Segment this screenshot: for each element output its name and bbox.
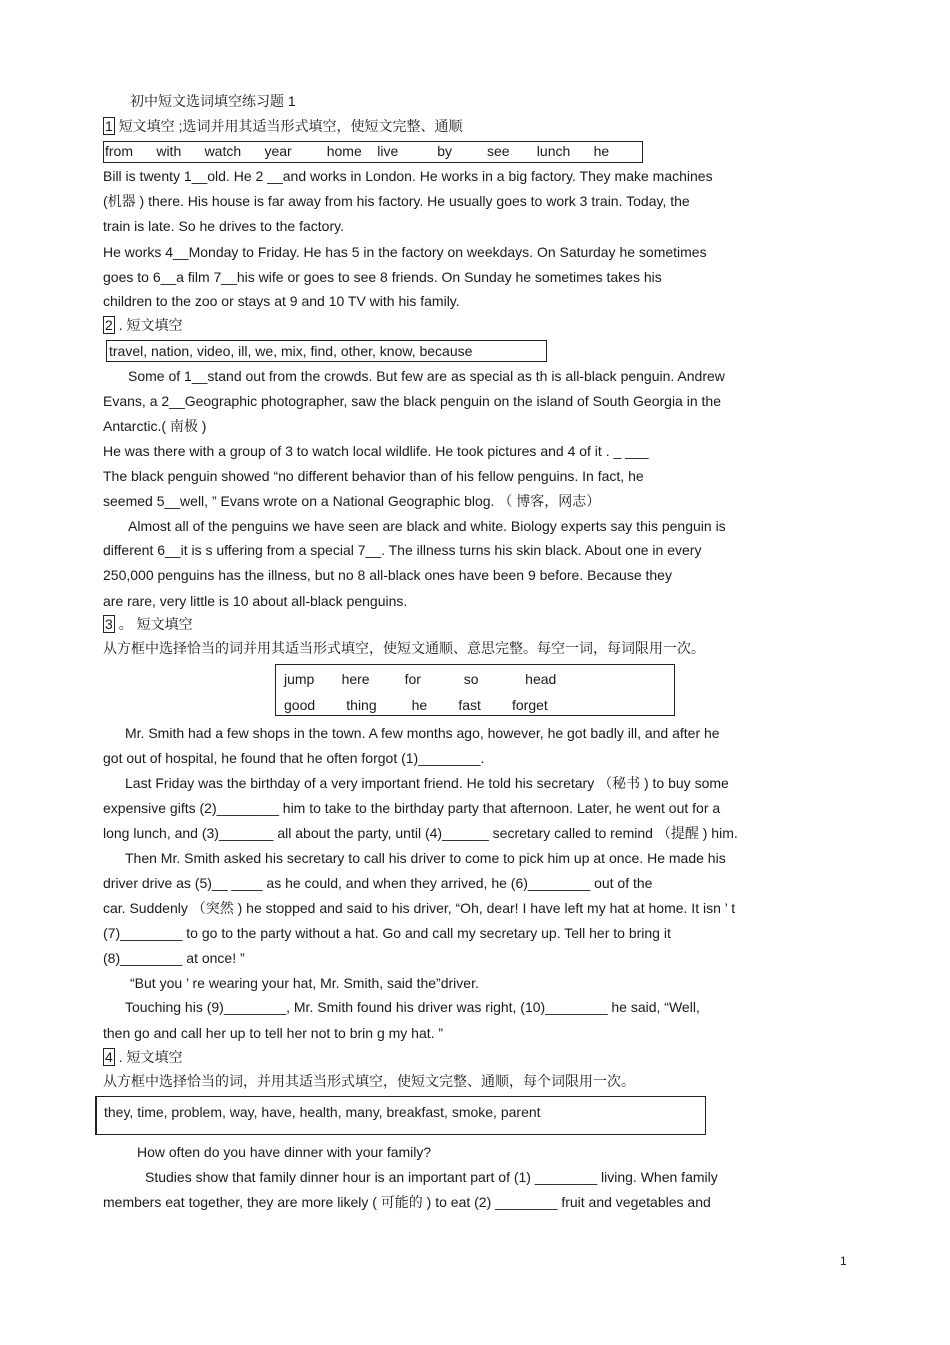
s2-line-10: are rare, very little is 10 about all-black penguins. xyxy=(103,593,408,609)
s1-line-5: goes to 6__a film 7__his wife or goes to see 8 friends. On Sunday he sometimes takes his xyxy=(103,269,662,285)
section-1-title: 短文填空 ;选词并用其适当形式填空，使短文完整、通顺 xyxy=(118,118,463,134)
section-3-heading xyxy=(103,615,193,633)
section-2-number: 2 xyxy=(105,317,113,333)
section-1-word-list: from with watch year home live by see lunch he xyxy=(105,143,610,159)
s3-line-5: long lunch, and (3)_______ all about the party, until (4)______ secretary called to remind （提醒 ) him. xyxy=(103,825,738,841)
page-title: 初中短文选词填空练习题 1 xyxy=(130,93,296,109)
section-4-title: . 短文填空 xyxy=(118,1049,183,1065)
s1-line-4: He works 4__Monday to Friday. He has 5 in the factory on weekdays. On Saturday he sometimes xyxy=(103,244,707,260)
s4-line-3: members eat together, they are more likely ( 可能的 ) to eat (2) ________ fruit and vegetables and xyxy=(103,1194,711,1210)
s2-line-2: Evans, a 2__Geographic photographer, saw the black penguin on the island of South Georgia in the xyxy=(103,393,721,409)
s4-line-1: How often do you have dinner with your family? xyxy=(137,1144,432,1160)
s2-line-1: Some of 1__stand out from the crowds. But few are as special as th is all-black penguin. Andrew xyxy=(128,368,725,384)
section-3-words-row-2: good thing he fast forget xyxy=(284,697,548,713)
s1-line-2: (机器 ) there. His house is far away from his factory. He usually goes to work 3 train. Today, the xyxy=(103,193,690,209)
s2-line-4: He was there with a group of 3 to watch local wildlife. He took pictures and 4 of it . _ ___ xyxy=(103,443,649,459)
s1-line-1: Bill is twenty 1__old. He 2 __and works in London. He works in a big factory. They make machines xyxy=(103,168,713,184)
s3-line-8: car. Suddenly （突然 ) he stopped and said to his driver, “Oh, dear! I have left my hat at home. It isn ’ t xyxy=(103,900,736,916)
s3-line-9: (7)________ to go to the party without a hat. Go and call my secretary up. Tell her to bring it xyxy=(103,925,671,941)
s3-line-10: (8)________ at once! ” xyxy=(103,950,245,966)
s2-line-3: Antarctic.( 南极 ) xyxy=(103,418,207,434)
s1-line-6: children to the zoo or stays at 9 and 10 TV with his family. xyxy=(103,293,460,309)
section-3-number: 3 xyxy=(105,616,113,632)
section-4-word-list: they, time, problem, way, have, health, many, breakfast, smoke, parent xyxy=(104,1104,541,1120)
s2-line-7: Almost all of the penguins we have seen are black and white. Biology experts say this penguin is xyxy=(128,518,726,534)
s2-line-9: 250,000 penguins has the illness, but no 8 all-black ones have been 9 before. Because they xyxy=(103,567,672,583)
section-4-instructions: 从方框中选择恰当的词，并用其适当形式填空，使短文完整、通顺，每个词限用一次。 xyxy=(103,1073,635,1089)
section-2-title: . 短文填空 xyxy=(118,317,183,333)
s3-line-3: Last Friday was the birthday of a very important friend. He told his secretary （秘书 ) to buy some xyxy=(125,775,729,791)
section-3-words-row-1: jump here for so head xyxy=(284,671,557,687)
s3-line-6: Then Mr. Smith asked his secretary to call his driver to come to pick him up at once. He made his xyxy=(125,850,726,866)
s3-line-7: driver drive as (5)__ ____ as he could, and when they arrived, he (6)________ out of the xyxy=(103,875,653,891)
s3-line-12: Touching his (9)________, Mr. Smith found his driver was right, (10)________ he said, “Well, xyxy=(125,999,700,1015)
s2-line-6: seemed 5__well, ” Evans wrote on a National Geographic blog. （ 博客，网志） xyxy=(103,493,601,509)
s3-line-2: got out of hospital, he found that he often forgot (1)________. xyxy=(103,750,485,766)
page-number: 1 xyxy=(840,1254,847,1268)
section-3-instructions: 从方框中选择恰当的词并用其适当形式填空，使短文通顺、意思完整。每空一词，每词限用一次。 xyxy=(103,640,705,656)
section-2-heading xyxy=(103,316,182,334)
section-4-heading xyxy=(103,1048,182,1066)
section-1-number: 1 xyxy=(105,118,113,134)
s2-line-8: different 6__it is s uffering from a special 7__. The illness turns his skin black. About one in every xyxy=(103,542,702,558)
s1-line-3: train is late. So he drives to the factory. xyxy=(103,218,344,234)
s4-line-2: Studies show that family dinner hour is an important part of (1) ________ living. When family xyxy=(145,1169,718,1185)
s3-line-4: expensive gifts (2)________ him to take to the birthday party that afternoon. Later, he went out for a xyxy=(103,800,721,816)
s3-line-1: Mr. Smith had a few shops in the town. A few months ago, however, he got badly ill, and after he xyxy=(125,725,720,741)
section-2-word-list: travel, nation, video, ill, we, mix, find, other, know, because xyxy=(109,343,473,359)
s3-line-13: then go and call her up to tell her not to brin g my hat. ” xyxy=(103,1025,444,1041)
s2-line-5: The black penguin showed “no different behavior than of his fellow penguins. In fact, he xyxy=(103,468,644,484)
section-3-title: 。 短文填空 xyxy=(118,616,193,632)
s3-line-11: “But you ’ re wearing your hat, Mr. Smith, said the”driver. xyxy=(130,975,479,991)
section-4-number: 4 xyxy=(105,1049,113,1065)
section-1-heading xyxy=(103,117,462,135)
